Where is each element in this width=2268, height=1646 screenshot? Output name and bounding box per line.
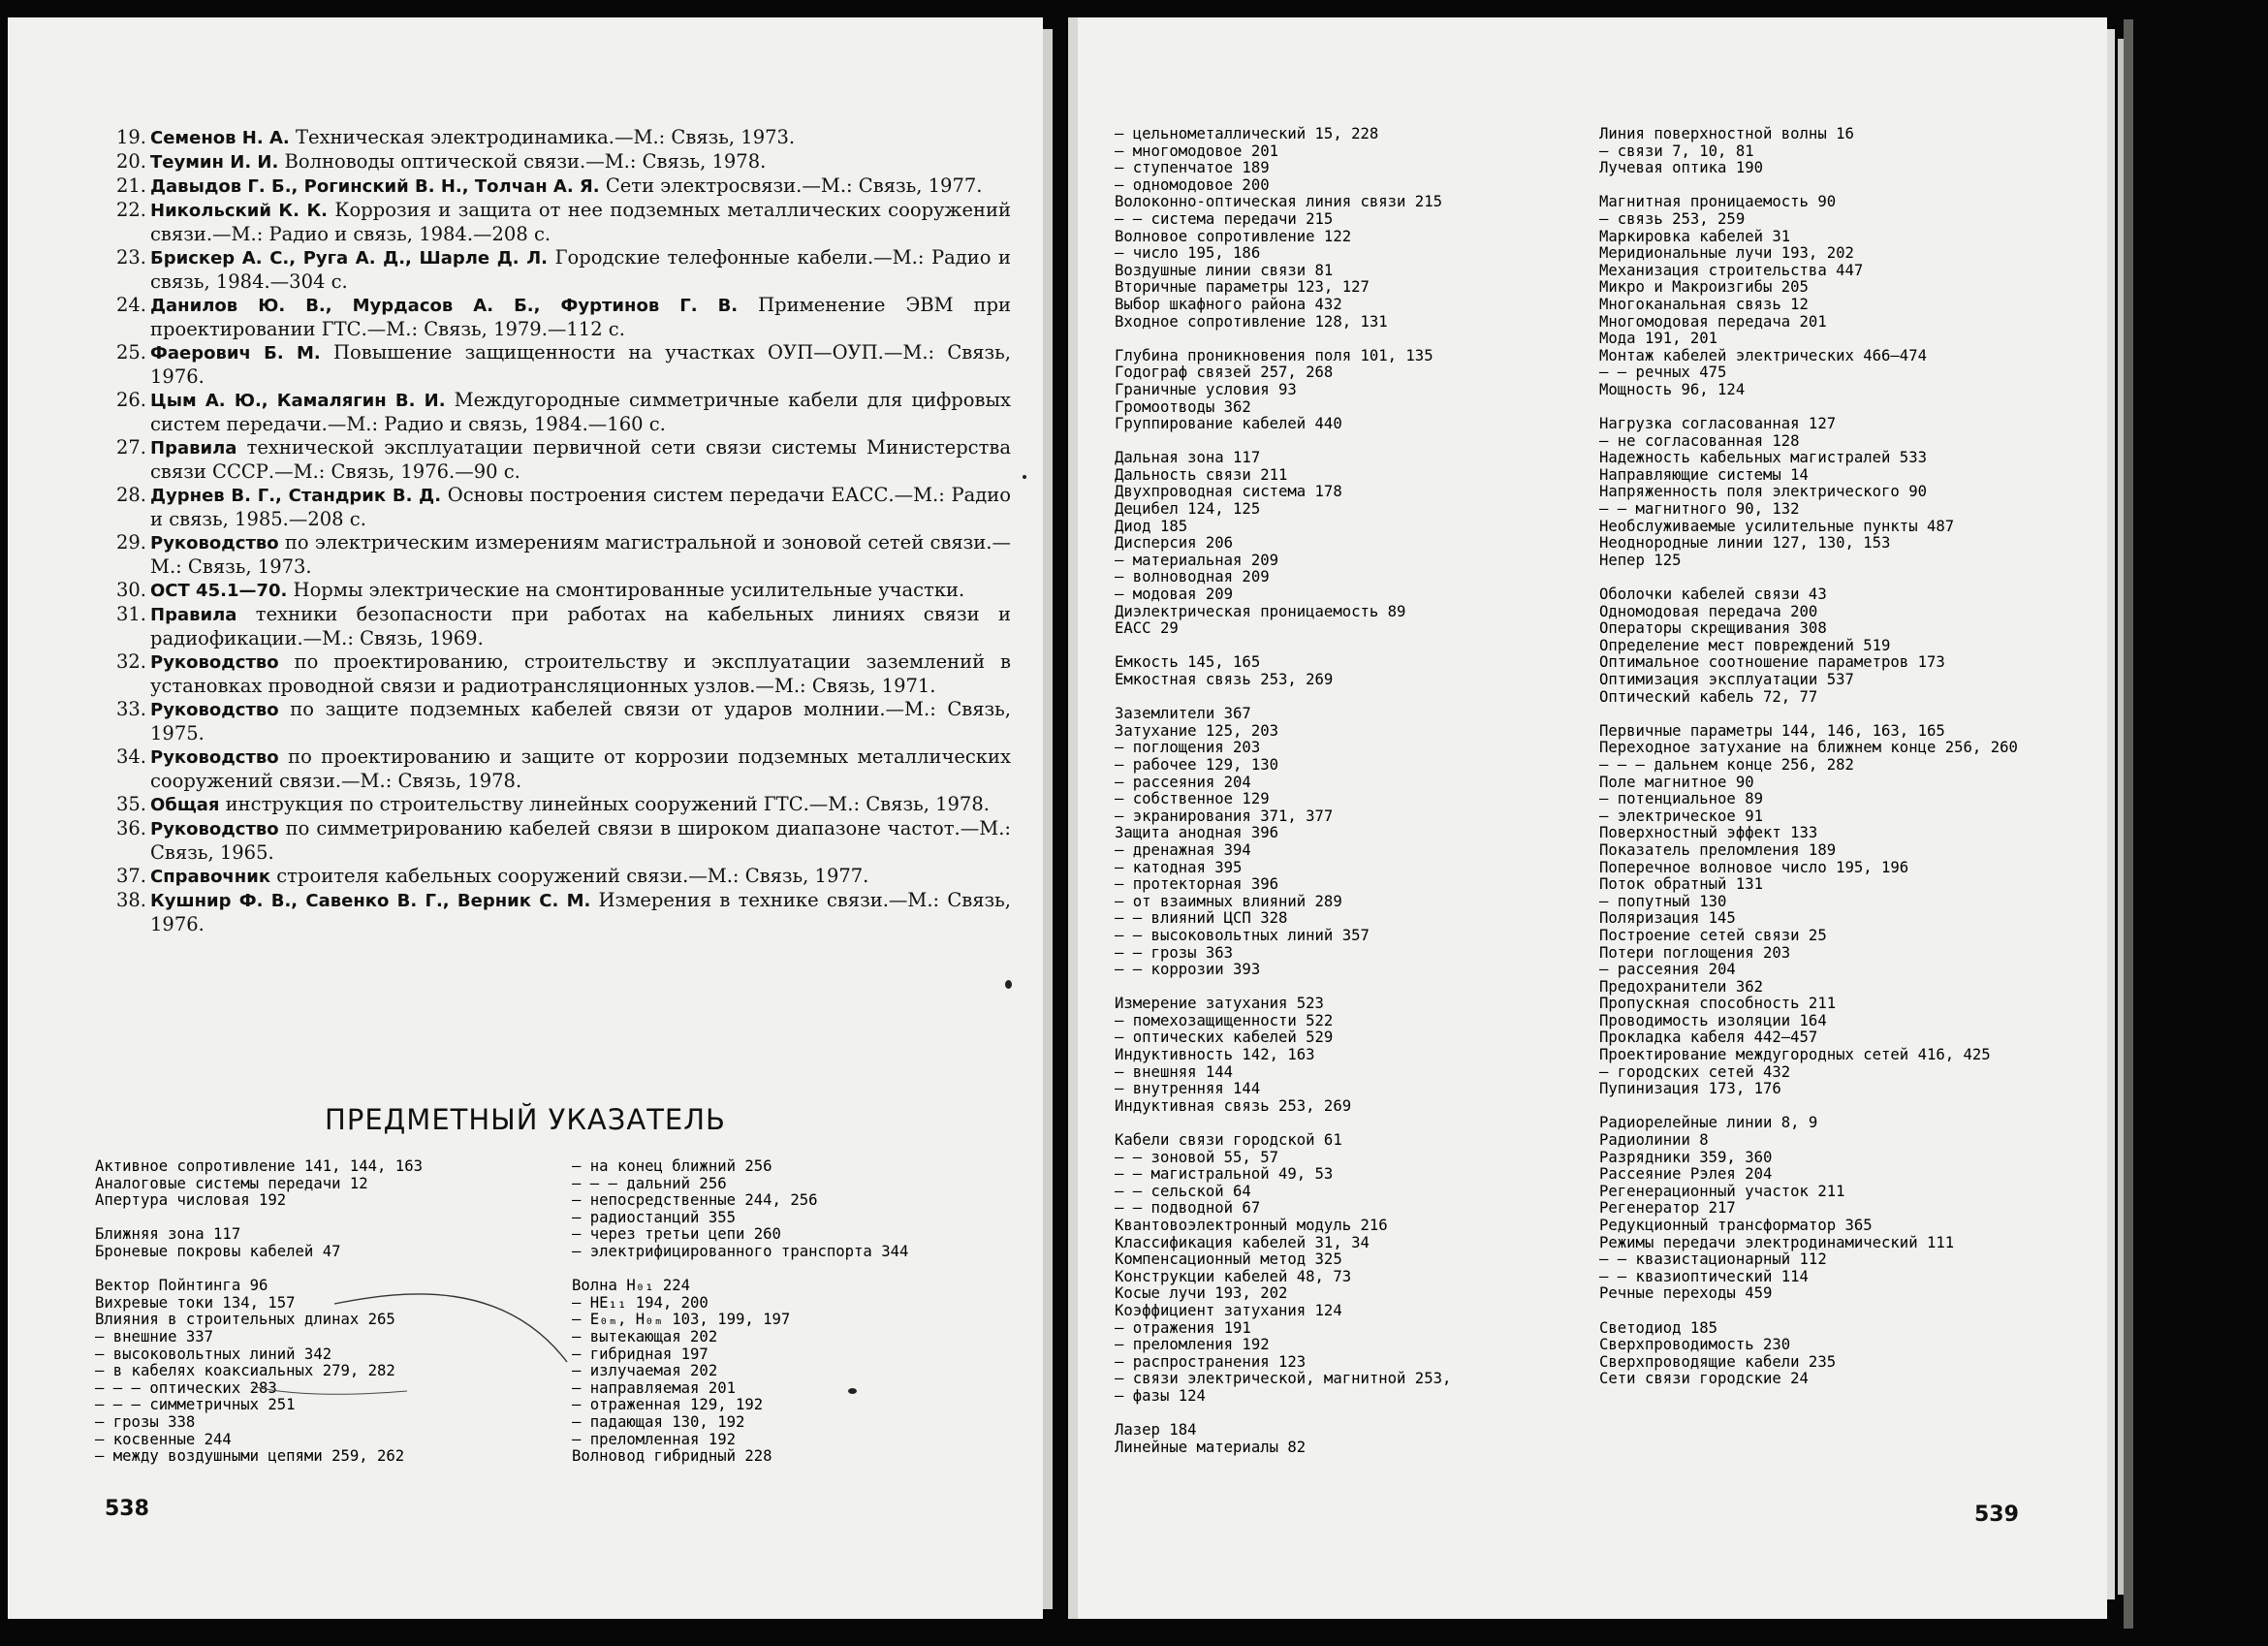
reference-text: строителя кабельных сооружений связи.—М.: Связь, 1977. [270,865,869,887]
index-entry: Линия поверхностной волны 16 [1599,125,1854,142]
page-stack-edge [2107,29,2115,1599]
index-entry: — — зоновой 55, 57 [1115,1148,1278,1166]
reference-number: 32. [115,650,146,673]
index-entry: — — — оптических 283 [95,1378,277,1397]
reference-text: по электрическим измерениям магистральной и зоновой сетей связи.—М.: Связь, 1973. [150,531,1011,578]
index-entry: — протекторная 396 [1115,875,1278,894]
reference-author: Брискер А. С., Руга А. Д., Шарле Д. Л. [150,248,549,269]
index-entry: Дальность связи 211 [1115,465,1288,484]
index-entry: Оптический кабель 72, 77 [1599,687,1818,706]
index-entry: Конструкции кабелей 48, 73 [1115,1267,1352,1285]
reference-item [110,865,1011,889]
index-entry: — связь 253, 259 [1599,209,1746,228]
index-entry: — — магнитного 90, 132 [1599,500,1800,519]
reference-number: 29. [115,531,146,554]
index-entry: — — квазиоптический 114 [1599,1267,1809,1285]
reference-author: Давыдов Г. Б., Рогинский В. Н., Толчан А. Я. [150,176,600,197]
index-entry: — цельнометаллический 15, 228 [1115,125,1379,142]
index-entry: — — сельской 64 [1115,1182,1251,1200]
reference-text: Повышение защищенности на участках ОУП—ОУП.—М.: Связь, 1976. [150,341,1011,388]
index-entry: — — — дальнем конце 256, 282 [1599,755,1854,774]
index-entry: — электрическое 91 [1599,807,1763,825]
reference-text: по проектированию, строительству и эксплуатации заземлений в установках проводной связи и радиотрансляционных узлов.—М.: Связь, 1971. [150,650,1011,697]
index-entry: Граничные условия 93 [1115,380,1297,398]
index-entry: Сверхпроводящие кабели 235 [1599,1352,1837,1371]
index-entry: Поток обратный 131 [1599,875,1763,894]
index-entry: Напряженность поля электрического 90 [1599,483,1927,501]
reference-item [110,889,1011,936]
index-entry: Меридиональные лучи 193, 202 [1599,244,1854,263]
index-entry: — между воздушными цепями 259, 262 [95,1447,405,1466]
reference-item [110,484,1011,531]
reference-number: 34. [115,745,146,768]
index-entry: — — подводной 67 [1115,1199,1261,1218]
index-entry: Многомодовая передача 201 [1599,312,1827,331]
index-entry: Воздушные линии связи 81 [1115,261,1334,279]
index-entry: Громоотводы 362 [1115,397,1251,416]
index-entry: — отражения 191 [1115,1318,1251,1337]
reference-text: Сети электросвязи.—М.: Связь, 1977. [599,174,983,197]
ink-dot [848,1388,857,1394]
index-entry: Сверхпроводимость 230 [1599,1336,1791,1354]
index-entry: — на конец ближний 256 [572,1157,772,1175]
reference-text: инструкция по строительству линейных сооружений ГТС.—М.: Связь, 1978. [219,793,990,815]
index-gap [1115,1406,1451,1423]
index-entry: Показатель преломления 189 [1599,840,1837,859]
reference-text: Техническая электродинамика.—М.: Связь, 1973. [289,126,796,148]
index-entry: Дисперсия 206 [1115,534,1234,553]
index-entry: — — — симметричных 251 [95,1396,296,1414]
reference-number: 27. [115,436,146,459]
index-entry: Лазер 184 [1115,1421,1197,1440]
index-entry: Поверхностный эффект 133 [1599,824,1818,842]
index-entry: Лучевая оптика 190 [1599,159,1763,177]
reference-number: 25. [115,341,146,364]
index-entry: Волоконно-оптическая линия связи 215 [1115,193,1442,211]
index-entry: Монтаж кабелей электрических 466—474 [1599,346,1927,364]
index-entry: Магнитная проницаемость 90 [1599,193,1837,211]
index-entry: Косые лучи 193, 202 [1115,1284,1288,1303]
index-entry: Вектор Пойнтинга 96 [95,1277,268,1295]
reference-item [110,698,1011,745]
index-entry: Определение мест повреждений 519 [1599,636,1891,654]
reference-item [110,793,1011,817]
index-entry: Емкость 145, 165 [1115,653,1261,672]
reference-item [110,579,1011,603]
reference-text: техники безопасности при работах на кабельных линиях связи и радиофикации.—М.: Связь, 1969. [150,603,1011,649]
index-entry: — связи 7, 10, 81 [1599,142,1754,160]
index-entry: — внешние 337 [95,1327,214,1345]
index-gap [1115,979,1451,997]
reference-text: Применение ЭВМ при проектировании ГТС.—М.: Связь, 1979.—112 с. [150,294,1011,340]
reference-number: 21. [115,174,146,197]
index-entry: Необслуживаемые усилительные пункты 487 [1599,517,1955,535]
reference-number: 20. [115,150,146,173]
index-entry: — оптических кабелей 529 [1115,1029,1334,1047]
index-entry: — рабочее 129, 130 [1115,755,1278,774]
index-entry: Построение сетей связи 25 [1599,926,1827,944]
index-entry: Классификация кабелей 31, 34 [1115,1233,1370,1251]
index-entry: Входное сопротивление 128, 131 [1115,312,1388,331]
reference-text: по проектированию и защите от коррозии подземных металлических сооружений связи.—М.: Связь, 1978. [150,745,1011,792]
index-entry: — отраженная 129, 192 [572,1396,764,1414]
index-column-left-2 [572,1158,908,1466]
index-entry: Годограф связей 257, 268 [1115,364,1334,382]
reference-author: Правила [150,438,237,459]
reference-number: 24. [115,294,146,316]
reference-item [110,341,1011,389]
index-entry: Измерение затухания 523 [1115,995,1324,1013]
index-entry: Нагрузка согласованная 127 [1599,415,1837,433]
index-entry: — фазы 124 [1115,1386,1206,1405]
index-entry: — — высоковольтных линий 357 [1115,926,1370,944]
index-entry: — экранирования 371, 377 [1115,807,1334,825]
page-number-right: 539 [1974,1503,2019,1527]
reference-item [110,745,1011,793]
index-entry: — многомодовое 201 [1115,142,1278,160]
index-entry: Первичные параметры 144, 146, 163, 165 [1599,721,1945,740]
index-entry: — поглощения 203 [1115,739,1261,757]
reference-author: ОСТ 45.1—70. [150,581,288,601]
index-entry: — распространения 123 [1115,1352,1307,1371]
reference-author: Руководство [150,700,279,720]
index-entry: Оптимизация эксплуатации 537 [1599,671,1854,688]
reference-author: Теумин И. И. [150,152,279,173]
reference-item [110,246,1011,294]
reference-author: Семенов Н. А. [150,128,290,148]
index-entry: Пропускная способность 211 [1599,995,1837,1013]
index-entry: Неоднородные линии 127, 130, 153 [1599,534,1891,553]
index-entry: Проектирование междугородных сетей 416, 425 [1599,1046,1991,1064]
index-entry: — преломленная 192 [572,1430,736,1448]
reference-author: Руководство [150,747,279,768]
index-entry: — — магистральной 49, 53 [1115,1165,1334,1184]
index-gap [1599,1098,2018,1116]
reference-number: 26. [115,389,146,411]
reference-author: Никольский К. К. [150,201,328,221]
index-entry: — — — дальний 256 [572,1174,727,1192]
reference-text: Основы построения систем передачи ЕАСС.—М.: Радио и связь, 1985.—208 с. [150,484,1011,530]
reference-number: 22. [115,199,146,221]
index-entry: — HE₁₁ 194, 200 [572,1293,709,1312]
index-gap [1115,689,1451,707]
index-entry: Сети связи городские 24 [1599,1370,1809,1388]
index-entry: — рассеяния 204 [1599,961,1736,979]
book-gutter [1043,29,1053,1609]
index-entry: Рассеяние Рэлея 204 [1599,1165,1773,1184]
index-entry: — катодная 395 [1115,858,1243,876]
index-entry: — собственное 129 [1115,790,1270,808]
index-entry: Затухание 125, 203 [1115,721,1278,740]
index-entry: Броневые покровы кабелей 47 [95,1242,341,1260]
index-column-left-1 [95,1158,423,1466]
index-entry: Заземлители 367 [1115,705,1251,723]
index-gap [1599,706,2018,723]
index-entry: Одномодовая передача 200 [1599,602,1818,620]
reference-author: Руководство [150,533,279,554]
reference-number: 38. [115,889,146,911]
index-entry: Режимы передачи электродинамический 111 [1599,1233,1955,1251]
index-entry: — вытекающая 202 [572,1327,718,1345]
index-gap [95,1261,423,1279]
reference-number: 30. [115,579,146,601]
reference-number: 23. [115,246,146,269]
index-entry: Квантовоэлектронный модуль 216 [1115,1217,1388,1234]
index-entry: Речные переходы 459 [1599,1284,1773,1303]
index-entry: Волна H₀₁ 224 [572,1277,691,1295]
index-gap [1599,569,2018,586]
index-entry: Вихревые токи 134, 157 [95,1293,296,1312]
index-gap [1115,433,1451,451]
index-entry: — волноводная 209 [1115,568,1270,586]
index-entry: Индуктивность 142, 163 [1115,1046,1315,1064]
index-entry: — радиостанций 355 [572,1208,736,1226]
index-entry: — — речных 475 [1599,364,1727,382]
reference-number: 28. [115,484,146,506]
index-entry: — электрифицированного транспорта 344 [572,1242,909,1260]
reference-item [110,817,1011,865]
index-entry: — городских сетей 432 [1599,1062,1791,1081]
reference-text: Междугородные симметричные кабели для цифровых систем передачи.—М.: Радио и связь, 1984.—160 с. [150,389,1011,435]
index-entry: — в кабелях коаксиальных 279, 282 [95,1362,395,1380]
index-entry: — гибридная 197 [572,1345,709,1363]
index-entry: Двухпроводная система 178 [1115,483,1342,501]
index-entry: Поляризация 145 [1599,909,1736,928]
index-gap [1599,1303,2018,1320]
index-entry: — — квазистационарный 112 [1599,1250,1827,1269]
index-entry: — не согласованная 128 [1599,431,1800,450]
index-entry: — E₀ₘ, H₀ₘ 103, 199, 197 [572,1311,791,1329]
index-entry: — направляемая 201 [572,1378,736,1397]
reference-author: Руководство [150,819,279,839]
reference-author: Данилов Ю. В., Мурдасов А. Б., Фуртинов Г. В. [150,296,739,316]
index-entry: Компенсационный метод 325 [1115,1250,1342,1269]
index-entry: Волновое сопротивление 122 [1115,227,1352,245]
index-entry: ЕАСС 29 [1115,619,1179,638]
index-entry: — преломления 192 [1115,1336,1270,1354]
index-column-right-2 [1599,126,2018,1388]
index-entry: Диод 185 [1115,517,1188,535]
index-entry: Оболочки кабелей связи 43 [1599,586,1827,604]
reference-author: Дурнев В. Г., Стандрик В. Д. [150,486,442,506]
index-entry: Вторичные параметры 123, 127 [1115,278,1370,297]
index-entry: Механизация строительства 447 [1599,261,1864,279]
reference-text: Нормы электрические на смонтированные усилительные участки. [287,579,965,601]
index-entry: Маркировка кабелей 31 [1599,227,1791,245]
reference-item [110,294,1011,341]
reference-item [110,436,1011,484]
index-entry: Аналоговые системы передачи 12 [95,1174,368,1192]
index-entry: Коэффициент затухания 124 [1115,1301,1342,1319]
reference-item [110,150,1011,174]
reference-author: Руководство [150,652,279,673]
reference-item [110,174,1011,199]
ink-dot [1005,980,1012,989]
index-gap [1115,638,1451,655]
reference-text: технической эксплуатации первичной сети связи системы Министерства связи СССР.—М.: Связь, 1976.—90 с. [150,436,1011,483]
index-entry: Кабели связи городской 61 [1115,1131,1342,1150]
reference-item [110,531,1011,579]
index-entry: — рассеяния 204 [1115,773,1251,791]
index-entry: Разрядники 359, 360 [1599,1148,1773,1166]
index-entry: Регенератор 217 [1599,1199,1736,1218]
index-entry: Предохранители 362 [1599,977,1763,996]
reference-number: 37. [115,865,146,887]
index-entry: Влияния в строительных длинах 265 [95,1311,395,1329]
index-entry: — связи электрической, магнитной 253, [1115,1370,1452,1388]
index-entry: Выбор шкафного района 432 [1115,295,1342,313]
reference-text: Коррозия и защита от нее подземных металлических сооружений связи.—М.: Радио и связь, 1984.—208 с. [150,199,1011,245]
index-entry: — падающая 130, 192 [572,1412,745,1431]
index-entry: — грозы 338 [95,1412,196,1431]
index-entry: — излучаемая 202 [572,1362,718,1380]
reference-text: по симметрированию кабелей связи в широком диапазоне частот.—М.: Связь, 1965. [150,817,1011,864]
index-entry: Апертура числовая 192 [95,1191,287,1210]
index-title: ПРЕДМЕТНЫЙ УКАЗАТЕЛЬ [325,1103,726,1136]
reference-text: по защите подземных кабелей связи от ударов молнии.—М.: Связь, 1975. [150,698,1011,744]
index-entry: Радиорелейные линии 8, 9 [1599,1114,1818,1132]
index-entry: — потенциальное 89 [1599,790,1763,808]
index-entry: Защита анодная 396 [1115,824,1278,842]
reference-list [110,126,1011,936]
reference-number: 35. [115,793,146,815]
index-entry: — внутренняя 144 [1115,1080,1261,1098]
index-entry: Редукционный трансформатор 365 [1599,1217,1873,1234]
index-entry: Надежность кабельных магистралей 533 [1599,449,1927,467]
index-gap [572,1261,908,1279]
reference-item [110,126,1011,150]
reference-author: Кушнир Ф. В., Савенко В. Г., Верник С. М. [150,891,591,911]
index-entry: — одномодовое 200 [1115,175,1270,194]
index-entry: Волновод гибридный 228 [572,1447,772,1466]
index-entry: — помехозащищенности 522 [1115,1011,1334,1029]
page-number-left: 538 [105,1497,149,1521]
reference-item [110,389,1011,436]
index-entry: — дренажная 394 [1115,840,1251,859]
reference-text: Измерения в технике связи.—М.: Связь, 1976. [150,889,1011,935]
index-entry: Группирование кабелей 440 [1115,415,1342,433]
index-entry: Микро и Макроизгибы 205 [1599,278,1809,297]
index-entry: Радиолинии 8 [1599,1131,1709,1150]
index-entry: Потери поглощения 203 [1599,943,1791,962]
index-entry: Линейные материалы 82 [1115,1438,1307,1456]
index-entry: Многоканальная связь 12 [1599,295,1809,313]
index-entry: Поперечное волновое число 195, 196 [1599,858,1909,876]
index-entry: — ступенчатое 189 [1115,159,1270,177]
index-entry: Индуктивная связь 253, 269 [1115,1096,1352,1115]
index-entry: — — коррозии 393 [1115,961,1261,979]
index-entry: — — система передачи 215 [1115,209,1334,228]
index-entry: — — влияний ЦСП 328 [1115,909,1288,928]
index-entry: Диэлектрическая проницаемость 89 [1115,602,1406,620]
index-entry: — непосредственные 244, 256 [572,1191,818,1210]
index-column-right-1 [1115,126,1451,1456]
index-entry: — модовая 209 [1115,586,1234,604]
index-entry: — от взаимных влияний 289 [1115,892,1342,910]
reference-author: Цым А. Ю., Камалягин В. И. [150,391,446,411]
index-entry: Глубина проникновения поля 101, 135 [1115,346,1433,364]
index-entry: Децибел 124, 125 [1115,500,1261,519]
index-entry: Ближняя зона 117 [95,1225,241,1244]
reference-number: 31. [115,603,146,625]
index-entry: Мода 191, 201 [1599,330,1718,348]
reference-author: Правила [150,605,237,625]
reference-text: Волноводы оптической связи.—М.: Связь, 1978. [278,150,767,173]
index-entry: — попутный 130 [1599,892,1727,910]
index-entry: Проводимость изоляции 164 [1599,1011,1827,1029]
index-gap [1115,1115,1451,1132]
index-entry: Активное сопротивление 141, 144, 163 [95,1157,423,1175]
index-entry: Регенерационный участок 211 [1599,1182,1845,1200]
reference-item [110,603,1011,650]
index-entry: — через третьи цепи 260 [572,1225,781,1244]
reference-author: Общая [150,795,220,815]
index-entry: Светодиод 185 [1599,1318,1718,1337]
reference-author: Справочник [150,867,271,887]
reference-item [110,650,1011,698]
reference-number: 36. [115,817,146,839]
reference-text: Городские телефонные кабели.—М.: Радио и связь, 1984.—304 с. [150,246,1011,293]
reference-item [110,199,1011,246]
reference-author: Фаерович Б. М. [150,343,321,364]
index-gap [1115,331,1451,348]
index-entry: — внешняя 144 [1115,1062,1234,1081]
index-entry: — число 195, 186 [1115,244,1261,263]
index-entry: — высоковольтных линий 342 [95,1345,332,1363]
index-entry: — — грозы 363 [1115,943,1234,962]
index-entry: Операторы скрещивания 308 [1599,619,1827,638]
index-entry: Переходное затухание на ближнем конце 256, 260 [1599,739,2018,757]
reference-number: 33. [115,698,146,720]
index-entry: Дальная зона 117 [1115,449,1261,467]
index-entry: Оптимальное соотношение параметров 173 [1599,653,1945,672]
index-entry: Емкостная связь 253, 269 [1115,671,1334,688]
index-entry: Направляющие системы 14 [1599,465,1809,484]
index-entry: Прокладка кабеля 442—457 [1599,1029,1818,1047]
index-entry: Непер 125 [1599,551,1682,569]
book-cover-edge [2124,19,2133,1629]
index-gap [1599,177,2018,195]
index-entry: Мощность 96, 124 [1599,380,1746,398]
index-entry: — материальная 209 [1115,551,1278,569]
index-entry: — косвенные 244 [95,1430,232,1448]
ink-dot [1023,475,1026,479]
index-entry: Пупинизация 173, 176 [1599,1080,1781,1098]
index-gap [95,1210,423,1227]
reference-number: 19. [115,126,146,148]
index-entry: Поле магнитное 90 [1599,773,1754,791]
index-gap [1599,399,2018,417]
